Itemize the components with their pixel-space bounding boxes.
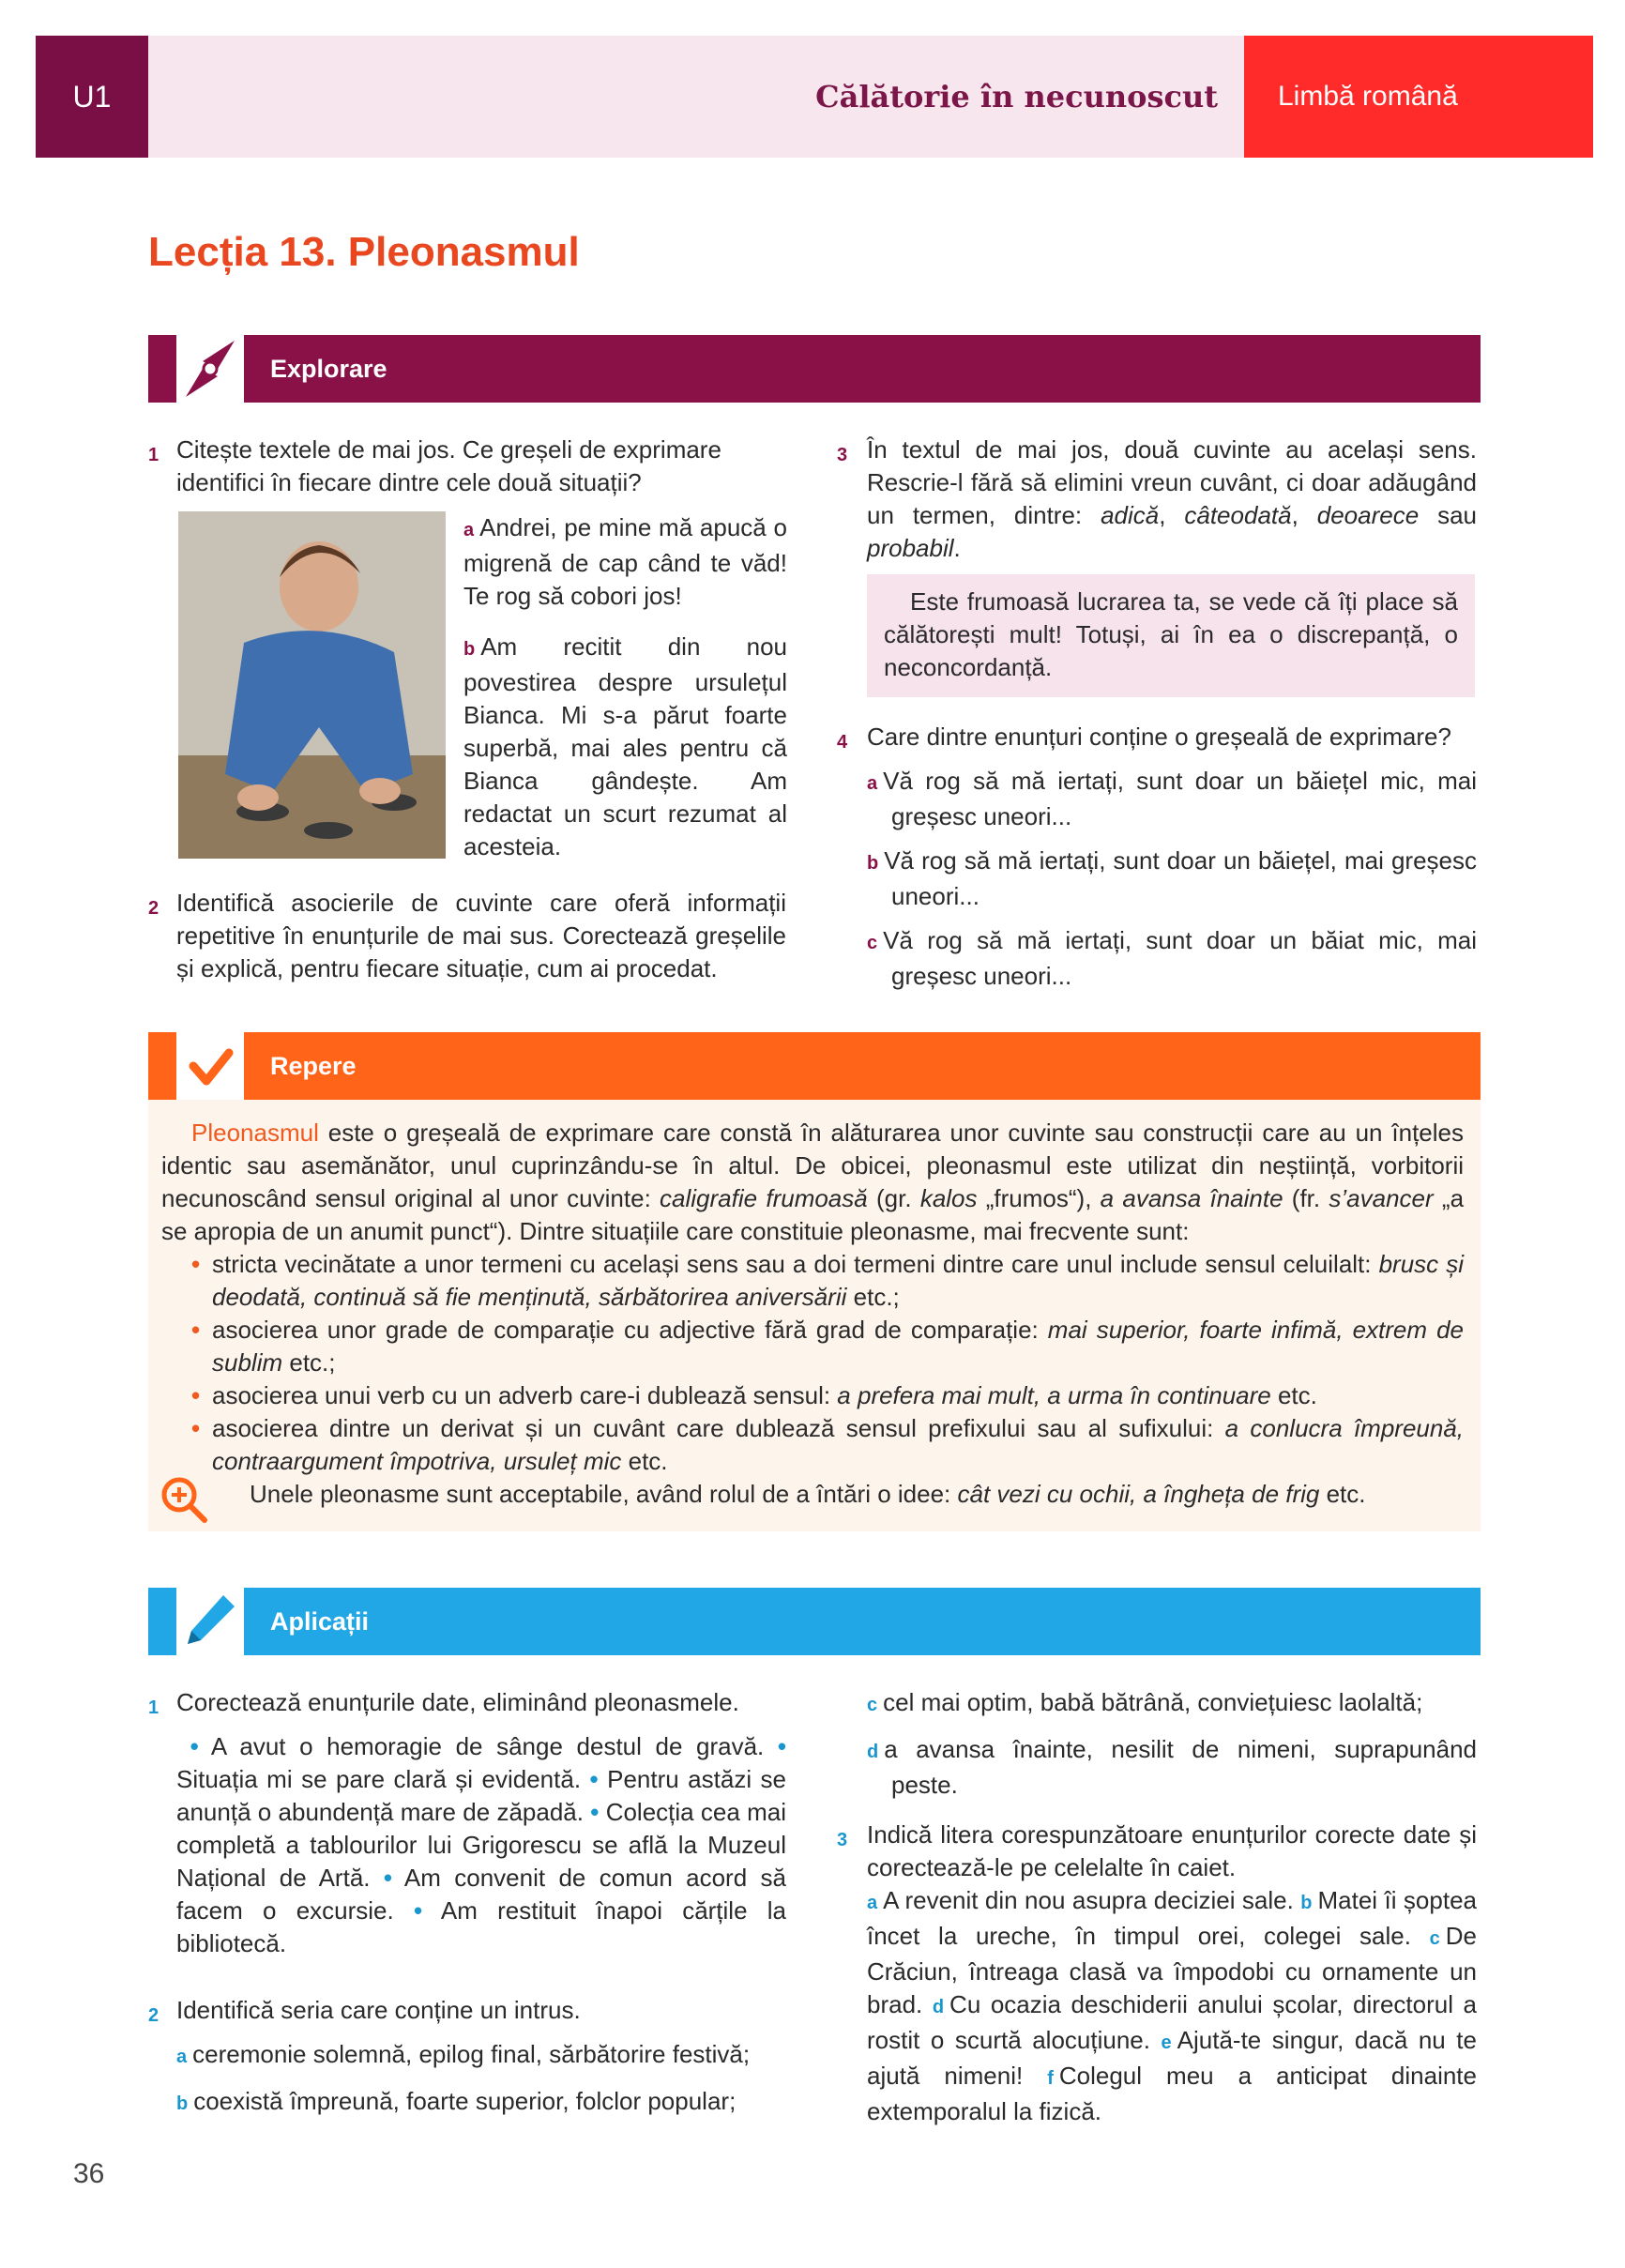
example: a avansa înainte <box>1100 1184 1283 1212</box>
text-span: (gr. <box>867 1184 920 1212</box>
section-title-bar <box>244 1588 1481 1655</box>
exercise-number: 2 <box>148 898 159 919</box>
exercise-1-situation-a <box>463 511 787 613</box>
option-letter: b <box>463 639 476 660</box>
exercise-2 <box>148 887 786 985</box>
exercise-number: 3 <box>837 1830 848 1850</box>
option-letter: b <box>176 2093 189 2114</box>
option-letter: a <box>176 2047 188 2067</box>
sentence: Colegul meu a anticipat dinainte extemporalul la fizică. <box>867 2062 1477 2125</box>
example: s’avancer <box>1329 1184 1434 1212</box>
option-letter: a <box>463 520 475 540</box>
option-letter: f <box>1047 2068 1054 2089</box>
pencil-icon <box>176 1588 244 1655</box>
aplicatii-exercise-2-continued <box>867 1686 1477 1802</box>
text-span: „a se apropia de un anumit punct“). Dintre situațiile care constituie pleonasme, mai frecvente sunt: <box>161 1184 1465 1245</box>
option-letter: d <box>932 1997 945 2017</box>
text-span: etc.; <box>282 1348 336 1377</box>
option-letter: e <box>1161 2032 1172 2053</box>
example: kalos <box>919 1184 978 1212</box>
repere-content <box>161 1117 1464 1511</box>
section-title: Aplicații <box>270 1606 370 1636</box>
subject-tab <box>1244 36 1593 158</box>
section-title-bar <box>244 335 1481 403</box>
text-span: etc. <box>1270 1381 1317 1409</box>
exercise-1-text: Citește textele de mai jos. Ce greșeli de exprimare identifici în fiecare dintre cele două situații? <box>176 435 721 496</box>
bullet: • <box>413 1896 423 1925</box>
example: brusc și deodată, continuă să fie menținută, sărbătorirea aniversării <box>212 1250 1464 1311</box>
highlighted-term: Pleonasmul <box>191 1119 319 1147</box>
sentence: Ajută-te singur, dacă nu te ajută nimeni! <box>867 2026 1477 2090</box>
situation-b-text: Am recitit din nou povestirea despre ursulețul Bianca. Mi s-a părut foarte superbă, mai ales pentru că Bianca gândește. Am redactat un scurt rezumat al acesteia. <box>463 632 787 860</box>
exercise-2-option-c <box>867 1686 1477 1722</box>
list-item <box>212 1248 1464 1314</box>
exercise-number: 1 <box>148 1697 159 1718</box>
exercise-3-sentences <box>867 1884 1477 2128</box>
quote-box <box>867 574 1475 697</box>
exercise-4 <box>837 721 1477 993</box>
exercise-number: 1 <box>148 445 159 465</box>
option-letter: b <box>1300 1893 1313 1913</box>
bullet: • <box>590 1798 600 1826</box>
option-letter: c <box>867 933 878 953</box>
section-title: Explorare <box>270 354 387 383</box>
option-letter: a <box>867 773 878 794</box>
option-letter: c <box>867 1695 878 1715</box>
exercise-4-option-b <box>867 845 1477 913</box>
sentence: Pentru astăzi se anunță o abundență mare de zăpadă. <box>176 1765 787 1826</box>
option-letter: a <box>867 1893 878 1913</box>
section-stripe <box>148 1032 176 1100</box>
exercise-3-text <box>867 434 1477 565</box>
exercise-1-situation-b <box>463 631 787 863</box>
exercise-2-option-d <box>867 1733 1477 1802</box>
sentence: De Crăciun, întreaga clasă va împodobi cu ornamente un brad. <box>867 1922 1477 2018</box>
checkmark-icon <box>176 1032 244 1100</box>
exercise-3 <box>837 434 1477 565</box>
section-title-bar <box>244 1032 1481 1100</box>
example: mai superior, foarte infimă, extrem de sublim <box>212 1316 1464 1377</box>
aplicatii-exercise-2 <box>148 1994 786 2121</box>
text-span: (fr. <box>1283 1184 1329 1212</box>
sentence: A avut o hemoragie de sânge destul de gravă. <box>210 1732 765 1760</box>
explorare-left-column <box>148 434 786 499</box>
exercise-number: 2 <box>148 2005 159 2026</box>
unit-title-bar <box>148 36 1244 158</box>
text-span: este o greșeală de exprimare care constă în alăturarea unor cuvinte sau construcții care au un înțeles identic sau asemănător, unul cuprinzându-se în altul. De obicei, pleonasmul este utilizat din neștiință, vorbitorii necunoscând sensul original al unor cuvinte: <box>161 1119 1464 1212</box>
section-stripe <box>148 335 176 403</box>
exercise-2-option-b <box>176 2085 786 2121</box>
section-aplicatii <box>148 1588 1481 1655</box>
sentence: Colecția cea mai completă a tablourilor lui Grigorescu se află la Muzeul Național de Artă. <box>176 1798 786 1892</box>
bullet: • <box>777 1732 786 1760</box>
sentences-block <box>176 1730 786 1960</box>
aplicatii-exercise-3 <box>837 1819 1477 2128</box>
text-span: etc. <box>621 1447 668 1475</box>
exercise-4-text: Care dintre enunțuri conține o greșeală de exprimare? <box>867 723 1451 751</box>
bullet: • <box>190 1732 199 1760</box>
section-repere <box>148 1032 1481 1100</box>
exercise-number: 4 <box>837 732 848 753</box>
sentence: Situația mi se pare clară și evidentă. <box>176 1765 582 1793</box>
quote-text: Este frumoasă lucrarea ta, se vede că îți place să călătorești mult! Totuși, ai în ea o discrepanță, o neconcordanță. <box>884 587 1458 681</box>
situation-a-text: Andrei, pe mine mă apucă o migrenă de cap când te văd! Te rog să cobori jos! <box>463 513 787 610</box>
exercise-1-text: Corectează enunțurile date, eliminând pleonasmele. <box>176 1688 739 1716</box>
text-span: Unele pleonasme sunt acceptabile, având rolul de a întări o idee: <box>250 1480 958 1508</box>
subject-label: Limbă română <box>1278 81 1458 112</box>
bullet: • <box>383 1864 392 1892</box>
option-word: câteodată <box>1184 501 1292 529</box>
magnifier-plus-icon <box>159 1475 208 1524</box>
example: a conlucra împreună, contraargument împotriva, ursuleț mic <box>212 1414 1465 1475</box>
sentence: Cu ocazia deschiderii anului școlar, directorul a rostit o scurtă alocuțiune. <box>867 1990 1477 2054</box>
example: cât vezi cu ochii, a îngheța de frig <box>957 1480 1320 1508</box>
option-letter: c <box>1429 1928 1440 1949</box>
example: a prefera mai mult, a urma în continuare <box>837 1381 1271 1409</box>
page-number: 36 <box>73 2158 105 2189</box>
section-explorare <box>148 335 1481 403</box>
exercise-4-option-a <box>867 765 1477 833</box>
period: . <box>953 534 961 562</box>
option-text: Vă rog să mă iertați, sunt doar un băiețel, mai greșesc uneori... <box>884 846 1477 910</box>
separator: , <box>1159 501 1185 529</box>
list-item <box>212 1412 1464 1478</box>
example: caligrafie frumoasă <box>660 1184 868 1212</box>
exercise-2-text: Identifică seria care conține un intrus. <box>176 1996 581 2024</box>
aplicatii-exercise-1 <box>148 1686 786 1960</box>
section-title: Repere <box>270 1051 357 1080</box>
option-text: cel mai optim, babă bătrână, conviețuiesc laolaltă; <box>883 1688 1423 1716</box>
option-word: probabil <box>867 534 954 562</box>
sentence: Matei îi șoptea încet la ureche, în timpul orei, colegei sale. <box>867 1886 1477 1950</box>
section-stripe <box>148 1588 176 1655</box>
repere-list <box>161 1248 1464 1478</box>
option-word: deoarece <box>1316 501 1420 529</box>
unit-title: Călătorie în necunoscut <box>815 79 1218 114</box>
exercise-3-text: Indică litera corespunzătoare enunțurilor corecte date și corectează-le pe celelalte în caiet. <box>867 1820 1477 1881</box>
unit-badge <box>36 36 148 158</box>
option-letter: d <box>867 1742 879 1762</box>
exercise-number: 3 <box>837 445 848 465</box>
sentence: A revenit din nou asupra deciziei sale. <box>883 1886 1294 1914</box>
option-word: adică <box>1101 501 1160 529</box>
list-item <box>212 1314 1464 1379</box>
boy-photo <box>178 511 446 859</box>
bullet: • <box>589 1765 599 1793</box>
text-span: asocierea unui verb cu un adverb care-i dublează sensul: <box>212 1381 838 1409</box>
exercise-4-option-c <box>867 924 1477 993</box>
unit-label: U1 <box>72 79 112 114</box>
text-span: etc. <box>1319 1480 1366 1508</box>
separator: sau <box>1419 501 1477 529</box>
text-span: asocierea dintre un derivat și un cuvânt care dublează sensul prefixului sau al sufixului: <box>212 1414 1225 1442</box>
exercise-2-text: Identifică asocierile de cuvinte care oferă informații repetitive în enunțurile de mai sus. Corectează greșelile și explică, pentru fiecare situație, cum ai procedat. <box>176 889 786 982</box>
sentence: Am restituit înapoi cărțile la bibliotecă. <box>176 1896 787 1957</box>
option-text: ceremonie solemnă, epilog final, sărbătorire festivă; <box>192 2040 751 2068</box>
repere-note <box>161 1478 1464 1511</box>
exercise-3-lead: În textul de mai jos, două cuvinte au același sens. Rescrie-l fără să elimini vreun cuvânt, ci doar adăugând un termen, dintre: <box>867 435 1477 529</box>
separator: , <box>1291 501 1317 529</box>
list-item <box>212 1379 1464 1412</box>
option-letter: b <box>867 853 879 874</box>
option-text: a avansa înainte, nesilit de nimeni, suprapunând peste. <box>884 1735 1477 1799</box>
sentence: Am convenit de comun acord să facem o excursie. <box>176 1864 786 1925</box>
text-span: „frumos“), <box>977 1184 1101 1212</box>
compass-icon <box>176 335 244 403</box>
lesson-title: Lecția 13. Pleonasmul <box>148 229 580 275</box>
option-text: Vă rog să mă iertați, sunt doar un băiețel mic, mai greșesc uneori... <box>883 767 1477 830</box>
option-text: coexistă împreună, foarte superior, folclor popular; <box>193 2087 737 2115</box>
repere-definition <box>161 1117 1464 1248</box>
text-span: stricta vecinătate a unor termeni cu același sens sau a doi termeni dintre care unul include sensul celuilalt: <box>212 1250 1379 1278</box>
exercise-2-option-a <box>176 2038 786 2074</box>
text-span: etc.; <box>846 1283 900 1311</box>
text-span: asocierea unor grade de comparație cu adjective fără grad de comparație: <box>212 1316 1048 1344</box>
option-text: Vă rog să mă iertați, sunt doar un băiat mic, mai greșesc uneori... <box>883 926 1477 990</box>
